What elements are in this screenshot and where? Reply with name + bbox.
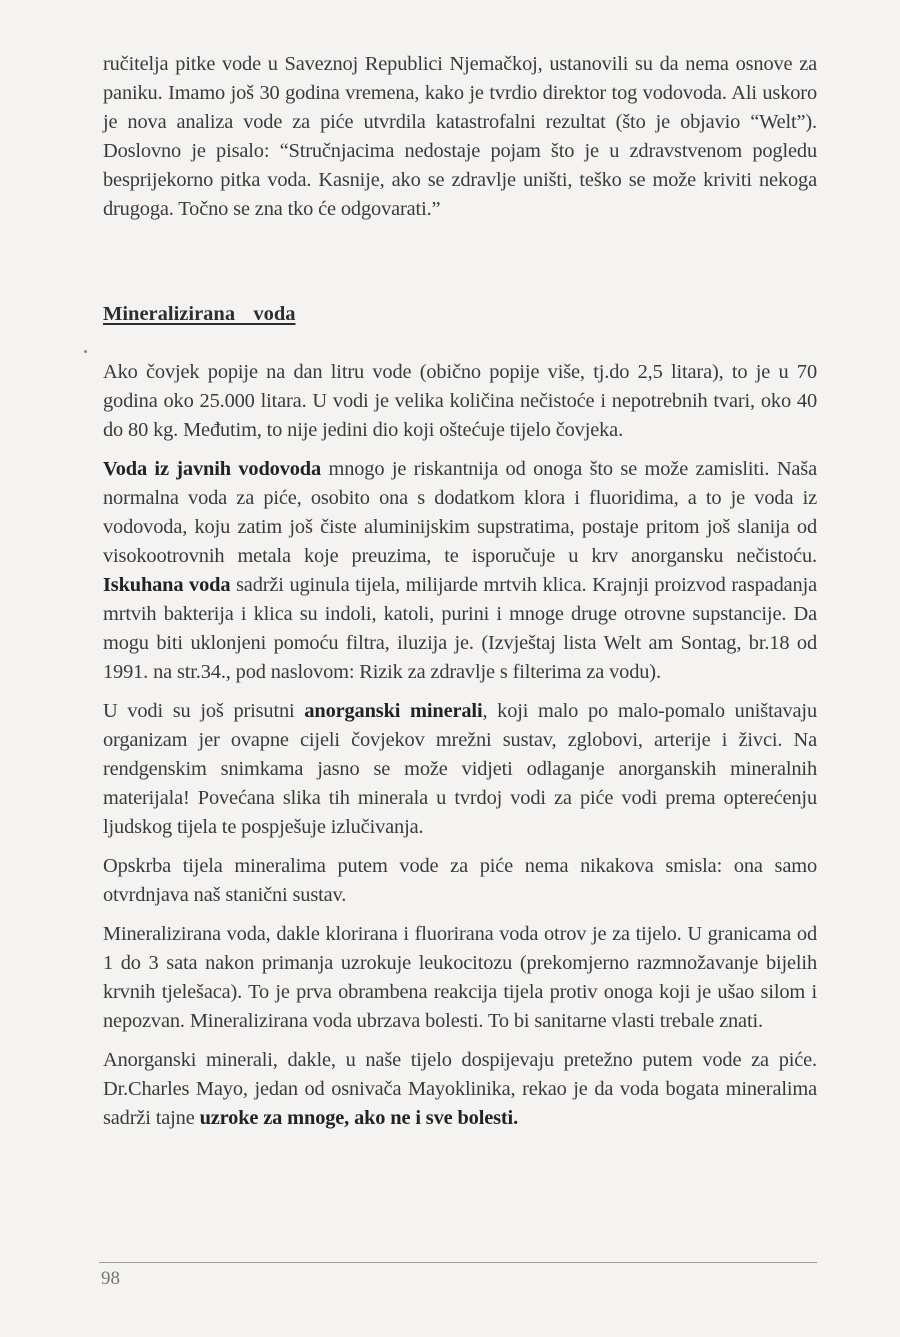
text-mayo: Anorganski minerali, dakle, u naše tijelo dospijevaju pretežno putem vode za piće. Dr.Charles Mayo, jedan od osnivača Mayoklinika, rekao je da voda bogata mineralima sadrži tajne	[103, 1049, 817, 1129]
margin-dot	[84, 350, 87, 353]
paragraph-public-water	[103, 455, 817, 687]
paragraph-water-amount: Ako čovjek popije na dan litru vode (obično popije više, tj.do 2,5 litara), to je u 70 godina oko 25.000 litara. U vodi je velika količina nečistoće i nepotrebnih tvari, oko 40 do 80 kg. Međutim, to nije jedini dio koji oštećuje tijelo čovjeka.	[103, 361, 817, 441]
paragraph-mineral-supply: Opskrba tijela mineralima putem vode za piće nema nikakova smisla: ona samo otvrdnjava naš stanični sustav.	[103, 855, 817, 906]
section-title: Mineralizirana voda	[103, 303, 296, 325]
paragraph-mayo	[103, 1046, 817, 1133]
bold-public-water: Voda iz javnih vodovoda	[103, 458, 322, 480]
text-public-water-2: sadrži uginula tijela, milijarde mrtvih klica. Krajnji proizvod raspadanja mrtvih bakterija i klica su indoli, katoli, purini i mnoge druge otrovne supstancije. Da mogu biti uklonjeni pomoću filtra, iluzija je. (Izvještaj lista Welt am Sontag, br.18 od 1991. na str.34., pod naslovom: Rizik za zdravlje s filterima za vodu).	[103, 574, 817, 683]
bold-boiled-water: Iskuhana voda	[103, 574, 231, 596]
bold-causes-of-disease: uzroke za mnoge, ako ne i sve bolesti.	[199, 1107, 519, 1129]
text-minerals-1: U vodi su još prisutni	[103, 700, 305, 722]
intro-paragraph: ručitelja pitke vode u Saveznoj Republici Njemačkoj, ustanovili su da nema osnove za paniku. Imamo još 30 godina vremena, kako je tvrdio direktor tog vodovoda. Ali uskoro je nova analiza vode za piće utvrdila katastrofalni rezultat (što je objavio “Welt”). Doslovno je pisalo: “Stručnjacima nedostaje pojam što je u zdravstvenom pogledu besprijekorno pitka voda. Kasnije, ako se zdravlje uništi, teško se može kriviti nekoga drugoga. Točno se zna tko će odgovarati.”	[103, 53, 817, 220]
text-minerals-2: , koji malo po malo-pomalo uništavaju organizam jer ovapne cijeli čovjekov mrežni sustav, zglobovi, arterije i živci. Na rendgenskim snimkama jasno se može vidjeti odlaganje anorganskih mineralnih materijala! Povećana slika tih minerala u tvrdoj vodi za piće vodi prema opterećenju ljudskog tijela te pospješuje izlučivanja.	[103, 700, 817, 838]
bold-inorganic-minerals: anorganski minerali	[304, 700, 483, 722]
footer-divider	[99, 1262, 817, 1263]
book-page	[103, 50, 817, 1133]
paragraph-inorganic-minerals	[103, 697, 817, 842]
page-number: 98	[101, 1268, 120, 1289]
paragraph-mineralized-water: Mineralizirana voda, dakle klorirana i fluorirana voda otrov je za tijelo. U granicama od 1 do 3 sata nakon primanja uzrokuje leukocitozu (prekomjerno razmnožavanje bijelih krvnih tjelešaca). To je prva obrambena reakcija tijela protiv onoga koji je ušao silom i nepozvan. Mineralizirana voda ubrzava bolesti. To bi sanitarne vlasti trebale znati.	[103, 923, 817, 1032]
text-public-water-1: mnogo je riskantnija od onoga što se može zamisliti. Naša normalna voda za piće, osobito ona s dodatkom klora i fluoridima, a to je voda iz vodovoda, koju zatim još čiste aluminijskim supstratima, postaje pritom još slanija od visokootrovnih metala koje preuzima, te isporučuje u krv anorgansku nečistoću.	[103, 458, 817, 567]
